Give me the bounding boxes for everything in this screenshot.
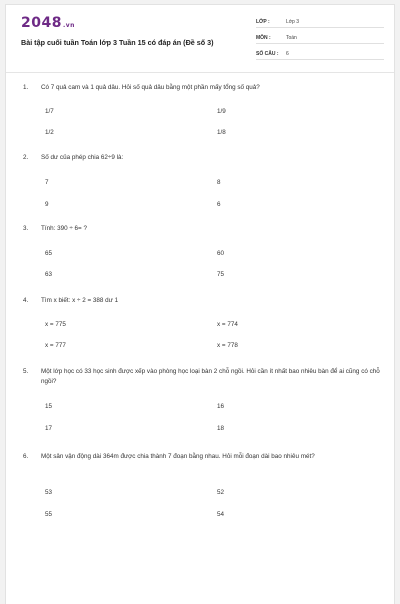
question-text <box>23 296 383 306</box>
meta-count-value: 6 <box>286 51 289 57</box>
option-d[interactable]: 75 <box>217 271 225 278</box>
question-number: 3. <box>23 225 29 232</box>
meta-count-key: SỐ CÂU : <box>256 51 279 57</box>
question-3 <box>23 224 383 278</box>
meta-grade-key: LỚP : <box>256 19 270 25</box>
option-a[interactable]: 15 <box>45 403 53 410</box>
worksheet-header <box>6 5 394 71</box>
question-text <box>23 224 383 234</box>
meta-grade <box>256 16 384 28</box>
worksheet-title: Bài tập cuối tuần Toán lớp 3 Tuần 15 có đáp án (Đề số 3) <box>21 38 214 47</box>
option-b[interactable]: 1/9 <box>217 108 226 115</box>
option-c[interactable]: 17 <box>45 425 53 432</box>
question-number: 4. <box>23 297 29 304</box>
option-d[interactable]: 6 <box>217 201 221 208</box>
meta-subject-key: MÔN : <box>256 35 271 41</box>
option-c[interactable]: 55 <box>45 511 53 518</box>
logo-main: 2048 <box>21 15 62 31</box>
option-a[interactable]: 65 <box>45 250 53 257</box>
worksheet-meta <box>256 16 384 64</box>
option-c[interactable]: 9 <box>45 201 49 208</box>
option-a[interactable]: 1/7 <box>45 108 54 115</box>
worksheet-page <box>5 4 395 604</box>
question-number: 6. <box>23 453 29 460</box>
question-body: Tính: 390 ÷ 6= ? <box>41 225 87 232</box>
option-b[interactable]: 8 <box>217 179 221 186</box>
question-number: 1. <box>23 84 29 91</box>
question-text <box>23 367 383 387</box>
meta-subject-value: Toán <box>286 35 297 41</box>
question-4 <box>23 296 383 349</box>
question-body: Một sân vận động dài 364m được chia thành 7 đoạn bằng nhau. Hỏi mỗi đoạn dài bao nhiêu mét? <box>41 453 315 460</box>
option-d[interactable]: 18 <box>217 425 225 432</box>
option-b[interactable]: 16 <box>217 403 225 410</box>
logo-tld: .vn <box>62 22 75 29</box>
option-d[interactable]: x = 778 <box>217 342 238 349</box>
question-text <box>23 83 383 93</box>
option-c[interactable]: 63 <box>45 271 53 278</box>
option-b[interactable]: 60 <box>217 250 225 257</box>
question-number: 2. <box>23 154 29 161</box>
option-b[interactable]: x = 774 <box>217 321 238 328</box>
meta-grade-value: Lớp 3 <box>286 19 300 25</box>
question-body: Một lớp học có 33 học sinh được xếp vào phòng học loại bàn 2 chỗ ngồi. Hỏi cần ít nhất bao nhiêu bàn để ai cũng có chỗ ngồi? <box>41 368 380 385</box>
question-body: Có 7 quả cam và 1 quả dâu. Hỏi số quả dâu bằng một phần mấy tổng số quả? <box>41 84 260 91</box>
option-d[interactable]: 1/8 <box>217 129 226 136</box>
option-a[interactable]: x = 775 <box>45 321 66 328</box>
meta-subject <box>256 32 384 44</box>
header-divider <box>6 72 394 73</box>
question-body: Số dư của phép chia 62÷9 là: <box>41 154 124 161</box>
question-1 <box>23 83 383 136</box>
option-d[interactable]: 54 <box>217 511 225 518</box>
option-c[interactable]: x = 777 <box>45 342 66 349</box>
option-a[interactable]: 7 <box>45 179 49 186</box>
question-2 <box>23 153 383 208</box>
question-body: Tìm x biết: x ÷ 2 = 388 dư 1 <box>41 297 119 304</box>
question-number: 5. <box>23 368 29 375</box>
option-b[interactable]: 52 <box>217 489 225 496</box>
question-text <box>23 452 383 462</box>
option-c[interactable]: 1/2 <box>45 129 54 136</box>
question-5 <box>23 367 383 432</box>
question-text <box>23 153 383 163</box>
meta-question-count <box>256 48 384 60</box>
site-logo[interactable] <box>21 15 75 31</box>
question-6 <box>23 452 383 518</box>
option-a[interactable]: 53 <box>45 489 53 496</box>
